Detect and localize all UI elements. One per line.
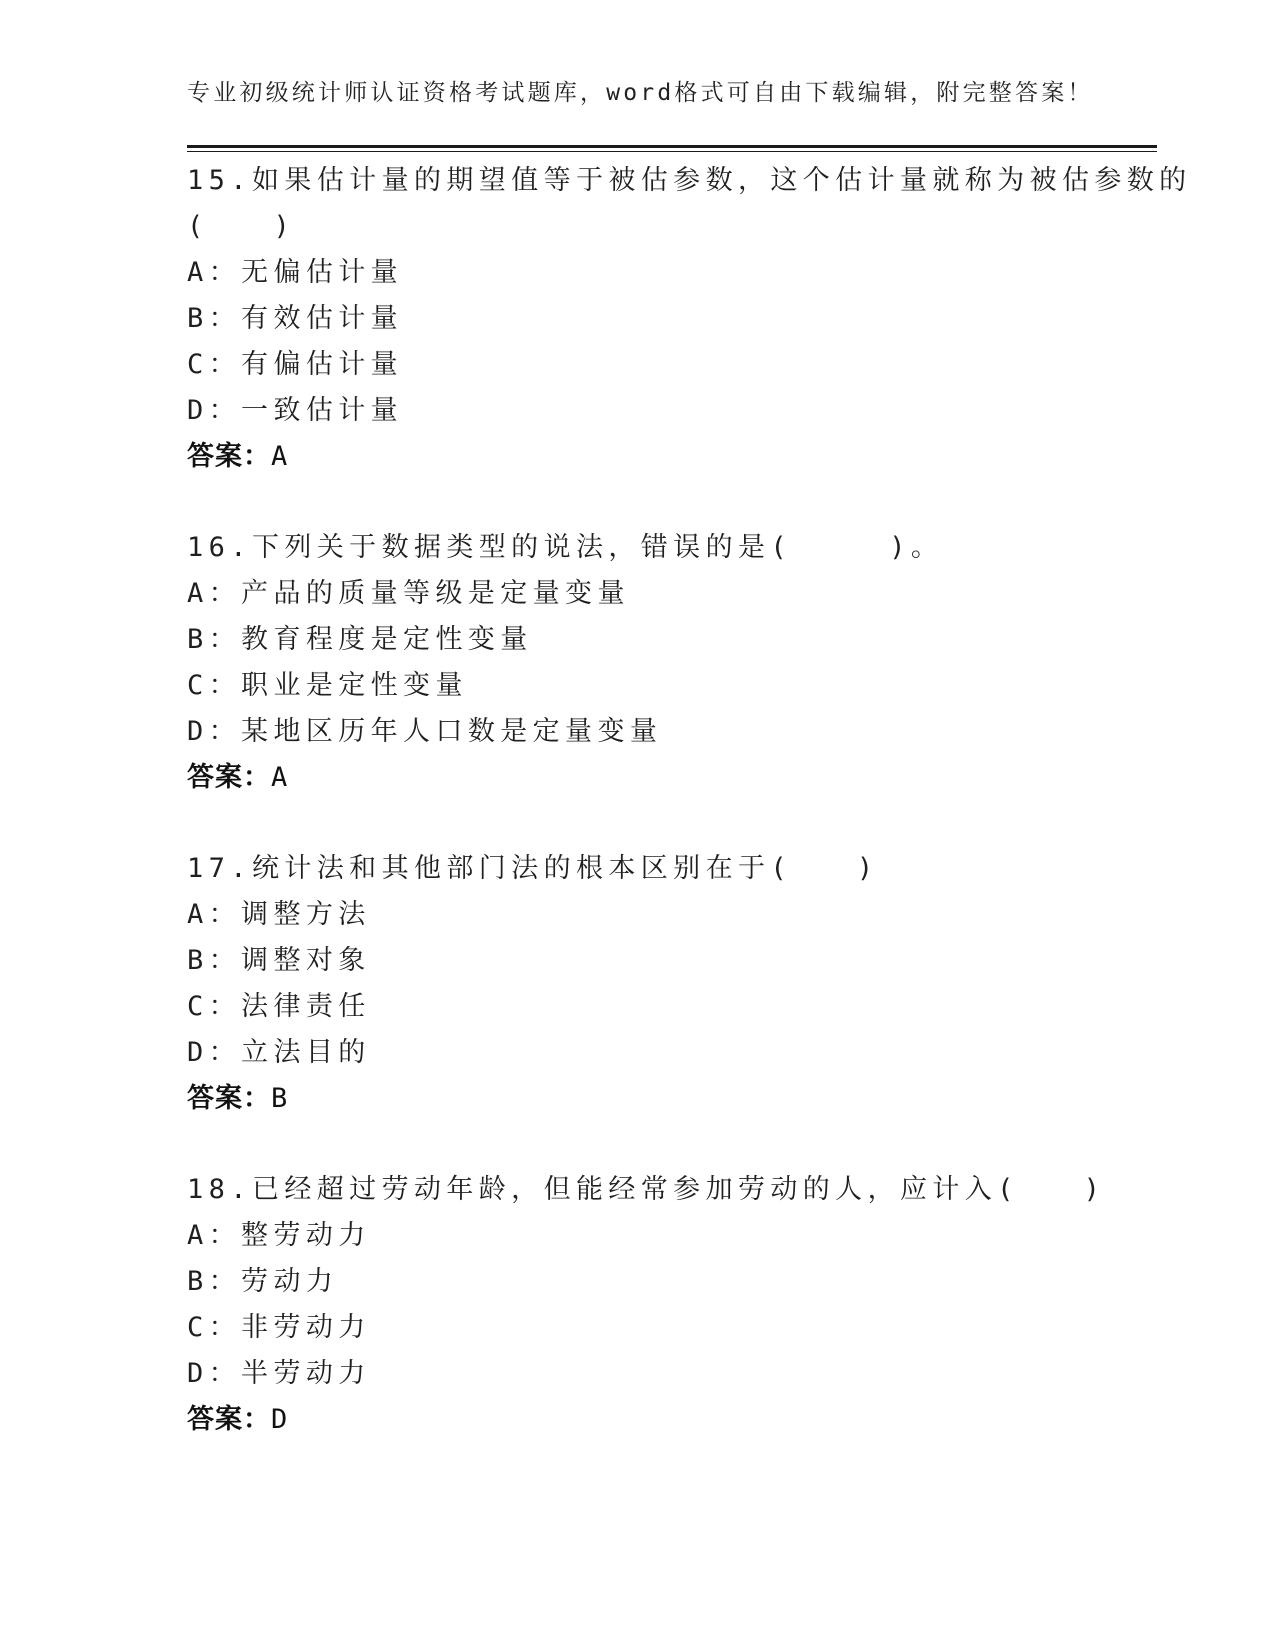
answer-value: D xyxy=(271,1404,289,1435)
answer-line xyxy=(187,1076,1157,1122)
option-c: C：法律责任 xyxy=(187,991,371,1022)
option-b: B：有效估计量 xyxy=(187,303,404,334)
option-a: A：产品的质量等级是定量变量 xyxy=(187,578,630,609)
answer-line xyxy=(187,434,1157,480)
document-header-note: 专业初级统计师认证资格考试题库，word格式可自由下载编辑，附完整答案！ xyxy=(187,80,1094,106)
option-a: A：调整方法 xyxy=(187,899,371,930)
question-16 xyxy=(187,525,1157,801)
option-a: A：无偏估计量 xyxy=(187,257,404,288)
header-divider-thick xyxy=(187,145,1157,148)
question-17 xyxy=(187,846,1157,1122)
option-b: B：劳动力 xyxy=(187,1266,339,1297)
header-divider-thin xyxy=(187,151,1157,152)
option-b: B：教育程度是定性变量 xyxy=(187,624,533,655)
option-b: B：调整对象 xyxy=(187,945,371,976)
question-list xyxy=(187,158,1192,1488)
question-stem: 15.如果估计量的期望值等于被估参数，这个估计量就称为被估参数的 xyxy=(187,165,1192,196)
question-stem: 18.已经超过劳动年龄，但能经常参加劳动的人，应计入( ) xyxy=(187,1174,1106,1205)
question-18 xyxy=(187,1167,1157,1443)
option-c: C：有偏估计量 xyxy=(187,349,404,380)
option-d: D：立法目的 xyxy=(187,1037,371,1068)
question-stem: 17.统计法和其他部门法的根本区别在于( ) xyxy=(187,853,879,884)
answer-value: A xyxy=(271,762,289,793)
option-c: C：非劳动力 xyxy=(187,1312,371,1343)
answer-label: 答案： xyxy=(187,762,271,793)
answer-label: 答案： xyxy=(187,1083,271,1114)
answer-line xyxy=(187,1397,1157,1443)
answer-value: B xyxy=(271,1083,289,1114)
option-c: C：职业是定性变量 xyxy=(187,670,468,701)
question-stem-continued: ( ) xyxy=(187,211,296,242)
answer-label: 答案： xyxy=(187,1404,271,1435)
answer-label: 答案： xyxy=(187,441,271,472)
option-a: A：整劳动力 xyxy=(187,1220,371,1251)
answer-line xyxy=(187,755,1157,801)
answer-value: A xyxy=(271,441,289,472)
option-d: D：一致估计量 xyxy=(187,395,404,426)
question-stem: 16.下列关于数据类型的说法，错误的是( )。 xyxy=(187,532,944,563)
option-d: D：半劳动力 xyxy=(187,1358,371,1389)
question-15 xyxy=(187,158,1192,480)
option-d: D：某地区历年人口数是定量变量 xyxy=(187,716,663,747)
